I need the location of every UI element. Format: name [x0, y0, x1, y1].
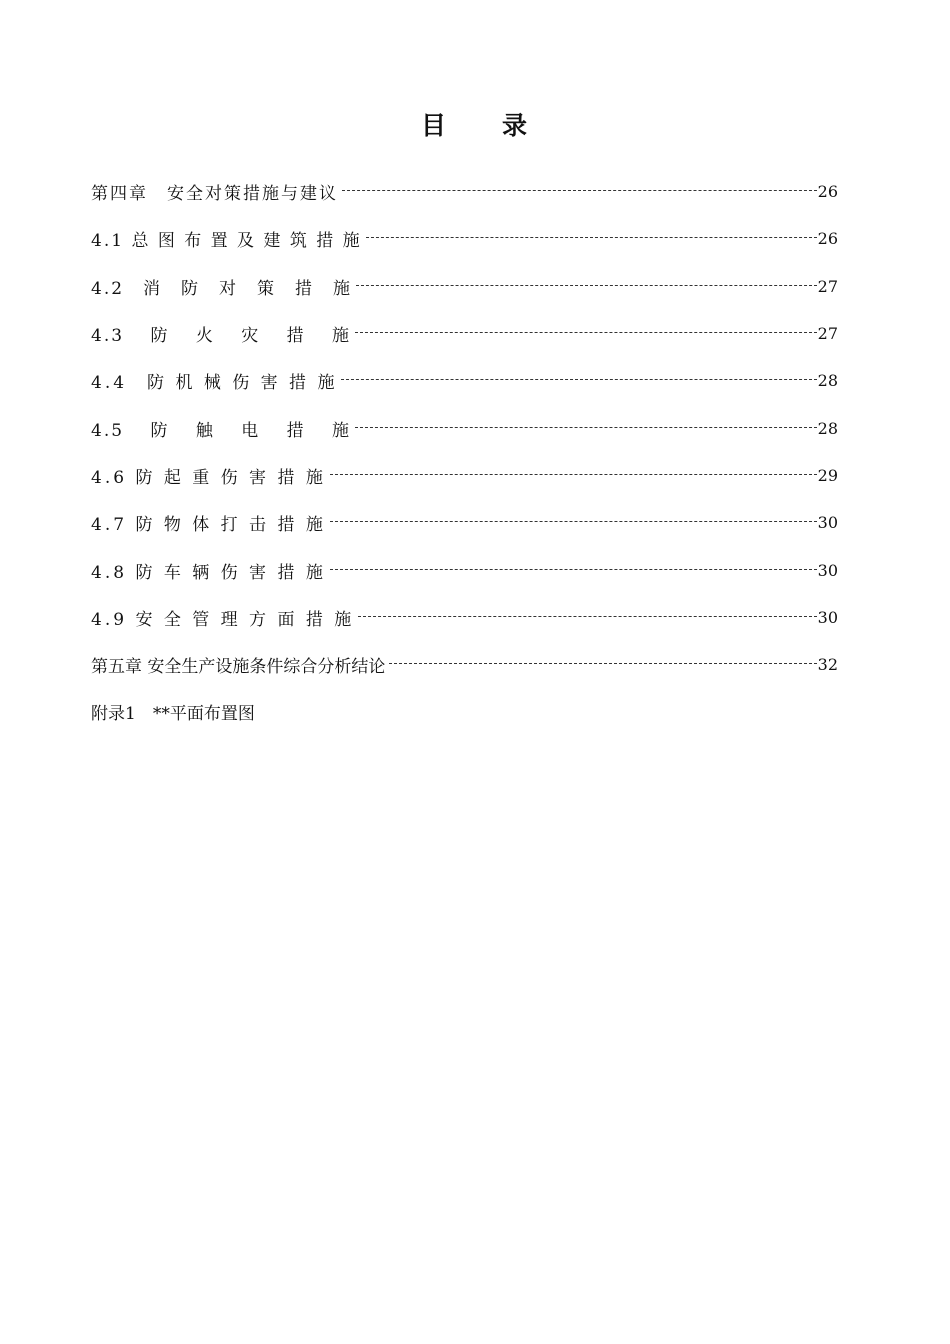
- toc-entry-label: 第五章 安全生产设施条件综合分析结论: [91, 657, 386, 678]
- toc-dot-leader: [342, 190, 817, 191]
- toc-entry-page: 32: [817, 655, 838, 675]
- toc-entry-label: 4.3 防 火 灾 措 施: [91, 326, 352, 347]
- toc-entry[interactable]: [91, 641, 838, 688]
- toc-entry[interactable]: [91, 404, 838, 451]
- toc-entry-label: 4.4 防 机 械 伤 害 措 施: [91, 373, 338, 394]
- toc-entry-page: 26: [817, 182, 838, 202]
- toc-dot-leader: [366, 237, 817, 238]
- toc-entry[interactable]: [91, 357, 838, 404]
- toc-entry-label: 4.2 消 防 对 策 措 施: [91, 278, 353, 299]
- toc-entry-label: 第四章 安全对策措施与建议: [91, 184, 338, 205]
- toc-entry-page: 27: [817, 276, 838, 296]
- toc-dot-leader: [330, 569, 817, 570]
- toc-entry-page: 28: [817, 371, 838, 391]
- toc-entry-appendix[interactable]: [91, 688, 838, 735]
- toc-entry-page: 29: [817, 465, 838, 485]
- toc-entry[interactable]: [91, 215, 838, 262]
- toc-entry[interactable]: [91, 452, 838, 499]
- table-of-contents: [91, 168, 838, 736]
- toc-entry[interactable]: [91, 499, 838, 546]
- toc-entry-page: 27: [817, 324, 838, 344]
- toc-entry[interactable]: [91, 168, 838, 215]
- toc-dot-leader: [389, 663, 816, 664]
- toc-dot-leader: [356, 285, 817, 286]
- toc-entry-page: 30: [817, 560, 838, 580]
- toc-entry-label: 4.8 防 车 辆 伤 害 措 施: [91, 562, 326, 583]
- toc-entry-page: 28: [817, 418, 838, 438]
- toc-dot-leader: [330, 474, 817, 475]
- toc-entry-page: 26: [817, 229, 838, 249]
- page-title: 目 录: [420, 111, 529, 140]
- toc-dot-leader: [355, 332, 817, 333]
- toc-entry-label: 4.1 总 图 布 置 及 建 筑 措 施: [91, 231, 362, 252]
- toc-entry-label: 4.6 防 起 重 伤 害 措 施: [91, 467, 326, 488]
- toc-entry[interactable]: [91, 310, 838, 357]
- toc-dot-leader: [355, 427, 817, 428]
- toc-dot-leader: [358, 616, 816, 617]
- toc-entry[interactable]: [91, 546, 838, 593]
- toc-entry-page: 30: [817, 513, 838, 533]
- toc-entry-page: 30: [817, 607, 838, 627]
- toc-entry[interactable]: [91, 594, 838, 641]
- toc-dot-leader: [330, 521, 817, 522]
- toc-entry-label: 4.5 防 触 电 措 施: [91, 420, 352, 441]
- toc-entry[interactable]: [91, 263, 838, 310]
- toc-entry-label: 附录1 **平面布置图: [91, 704, 255, 725]
- toc-entry-label: 4.9 安 全 管 理 方 面 措 施: [91, 609, 355, 630]
- toc-entry-label: 4.7 防 物 体 打 击 措 施: [91, 515, 326, 536]
- toc-dot-leader: [341, 379, 816, 380]
